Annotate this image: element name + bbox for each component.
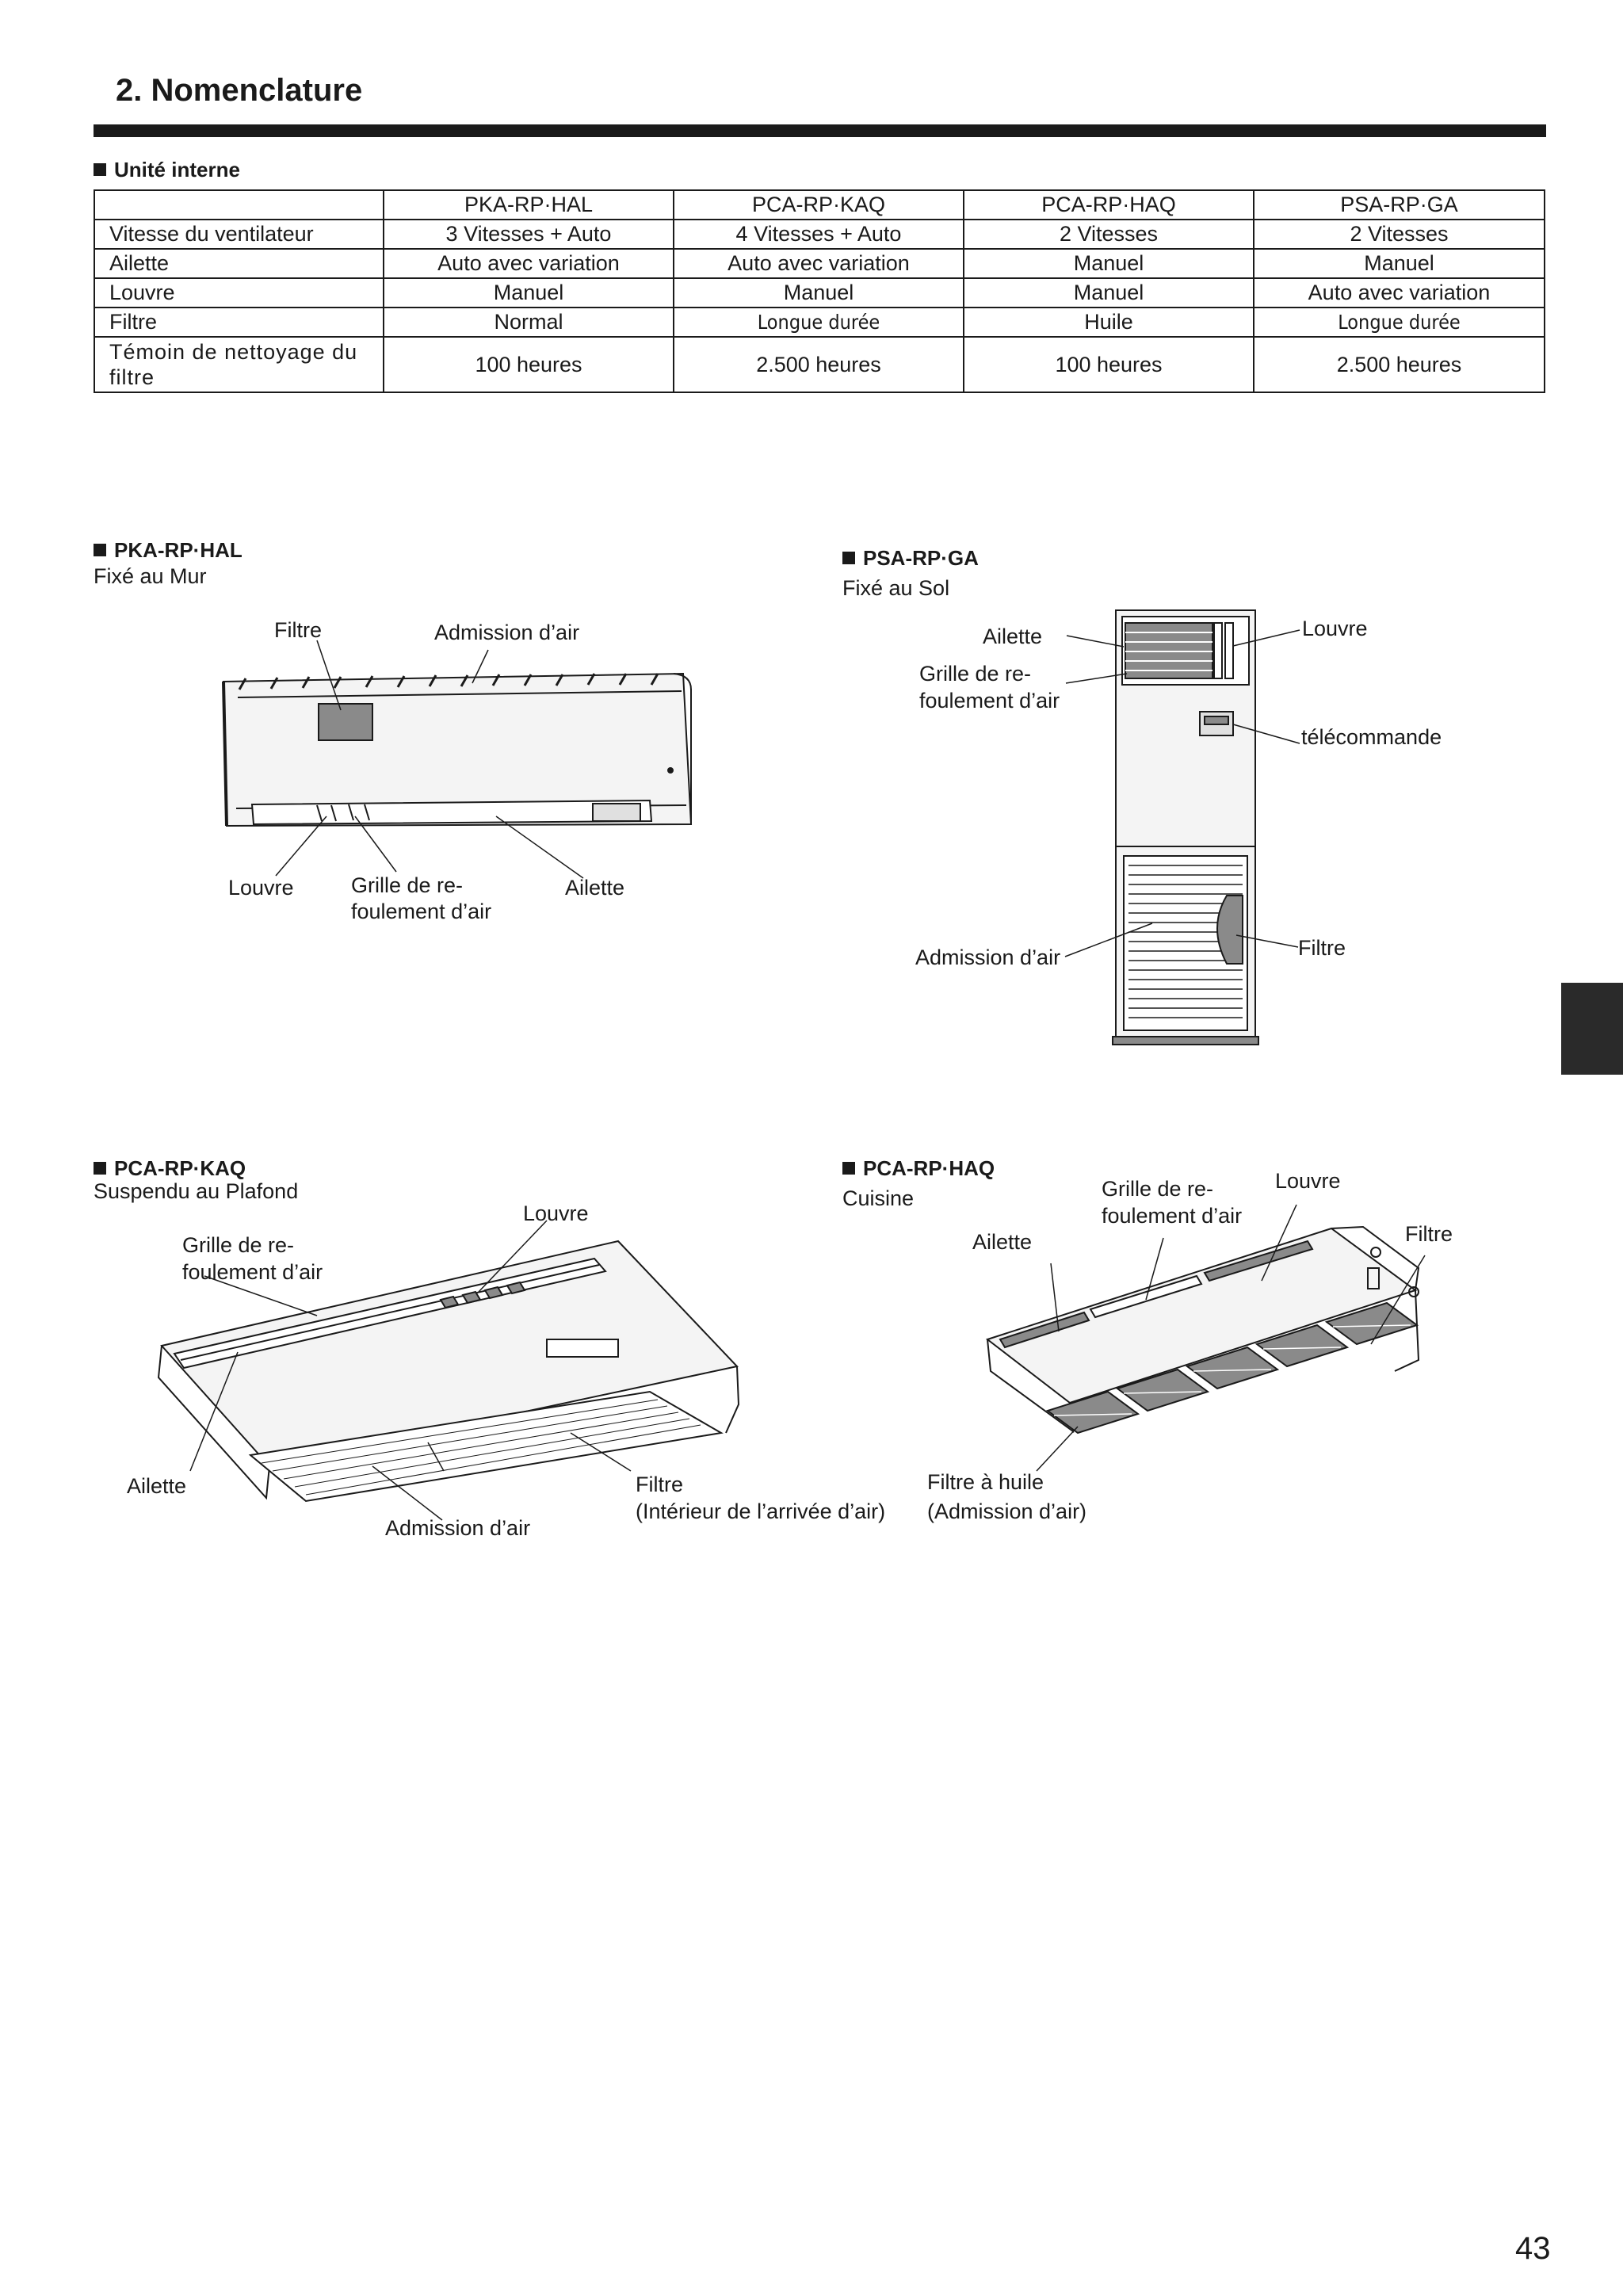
- table-cell: Normal: [384, 308, 674, 337]
- pca-kaq-label-louvre: Louvre: [523, 1201, 589, 1225]
- psa-subtitle: Fixé au Sol: [842, 576, 950, 600]
- psa-label-remote: télécommande: [1301, 725, 1442, 749]
- row-label: Vitesse du ventilateur: [94, 220, 384, 249]
- table-cell: Longue durée: [674, 308, 964, 337]
- pka-subtitle: Fixé au Mur: [94, 564, 207, 588]
- table-header-cell: PCA-RP·HAQ: [964, 190, 1254, 220]
- psa-label-filter: Filtre: [1298, 936, 1346, 960]
- table-cell: Auto avec variation: [1254, 278, 1545, 308]
- table-cell: Manuel: [674, 278, 964, 308]
- pca-kaq-label-outlet-1: Grille de re-: [182, 1233, 295, 1257]
- table-cell: 2.500 heures: [1254, 337, 1545, 392]
- pca-haq-label-oil-filter-2: (Admission d’air): [927, 1499, 1087, 1523]
- table-cell: Longue durée: [1254, 308, 1545, 337]
- table-cell: Auto avec variation: [384, 249, 674, 278]
- table-cell: 2.500 heures: [674, 337, 964, 392]
- pca-haq-label-louvre: Louvre: [1275, 1169, 1341, 1193]
- psa-title: PSA-RP·GA: [863, 546, 979, 570]
- pka-label-vane: Ailette: [565, 876, 625, 900]
- section-tab: [1561, 983, 1623, 1075]
- pca-haq-label-oil-filter-1: Filtre à huile: [927, 1470, 1044, 1494]
- pca-haq-title: PCA-RP·HAQ: [863, 1156, 995, 1180]
- pka-title: PKA-RP·HAL: [114, 538, 242, 562]
- pca-haq-label-filter: Filtre: [1405, 1222, 1453, 1246]
- pca-kaq-label-air-intake: Admission d’air: [385, 1516, 531, 1540]
- pca-haq-label-vane: Ailette: [972, 1230, 1033, 1254]
- pca-haq-label-outlet-2: foulement d’air: [1102, 1204, 1243, 1228]
- table-cell: 2 Vitesses: [1254, 220, 1545, 249]
- psa-label-louvre: Louvre: [1302, 617, 1368, 640]
- pca-kaq-label-filter-1: Filtre: [636, 1473, 683, 1496]
- pka-label-outlet-2: foulement d’air: [351, 900, 492, 923]
- table-header-cell: PKA-RP·HAL: [384, 190, 674, 220]
- psa-label-outlet-2: foulement d’air: [919, 689, 1060, 712]
- page-number: 43: [1515, 2231, 1551, 2266]
- table-cell: 2 Vitesses: [964, 220, 1254, 249]
- row-label: Filtre: [94, 308, 384, 337]
- psa-label-outlet-1: Grille de re-: [919, 662, 1032, 686]
- pca-kaq-title: PCA-RP·KAQ: [114, 1156, 246, 1180]
- table-cell: Manuel: [1254, 249, 1545, 278]
- table-header-cell: PSA-RP·GA: [1254, 190, 1545, 220]
- pka-label-outlet-1: Grille de re-: [351, 873, 464, 897]
- pca-haq-label-outlet-1: Grille de re-: [1102, 1177, 1214, 1201]
- psa-label-vane: Ailette: [983, 625, 1043, 648]
- table-cell: Manuel: [964, 278, 1254, 308]
- table-cell: Huile: [964, 308, 1254, 337]
- table-header-cell: PCA-RP·KAQ: [674, 190, 964, 220]
- pca-kaq-subtitle: Suspendu au Plafond: [94, 1179, 299, 1203]
- table-cell: Auto avec variation: [674, 249, 964, 278]
- table-cell: 100 heures: [384, 337, 674, 392]
- table-cell: 100 heures: [964, 337, 1254, 392]
- pca-kaq-label-vane: Ailette: [127, 1474, 187, 1498]
- pca-kaq-label-outlet-2: foulement d’air: [182, 1260, 323, 1284]
- section-title: 2. Nomenclature: [116, 73, 363, 108]
- table-cell: Manuel: [964, 249, 1254, 278]
- pka-label-filter: Filtre: [274, 618, 322, 642]
- pca-kaq-label-filter-2: (Intérieur de l’arrivée d’air): [636, 1499, 886, 1523]
- row-label: Louvre: [94, 278, 384, 308]
- pka-label-louvre: Louvre: [228, 876, 294, 900]
- row-label: Témoin de nettoyage du filtre: [94, 337, 384, 392]
- psa-label-air-intake: Admission d’air: [915, 946, 1061, 969]
- pca-haq-subtitle: Cuisine: [842, 1186, 915, 1210]
- table-cell: 4 Vitesses + Auto: [674, 220, 964, 249]
- indoor-unit-heading-text: Unité interne: [114, 158, 240, 181]
- pka-label-air-intake: Admission d’air: [434, 621, 580, 644]
- table-cell: 3 Vitesses + Auto: [384, 220, 674, 249]
- row-label: Ailette: [94, 249, 384, 278]
- table-cell: Manuel: [384, 278, 674, 308]
